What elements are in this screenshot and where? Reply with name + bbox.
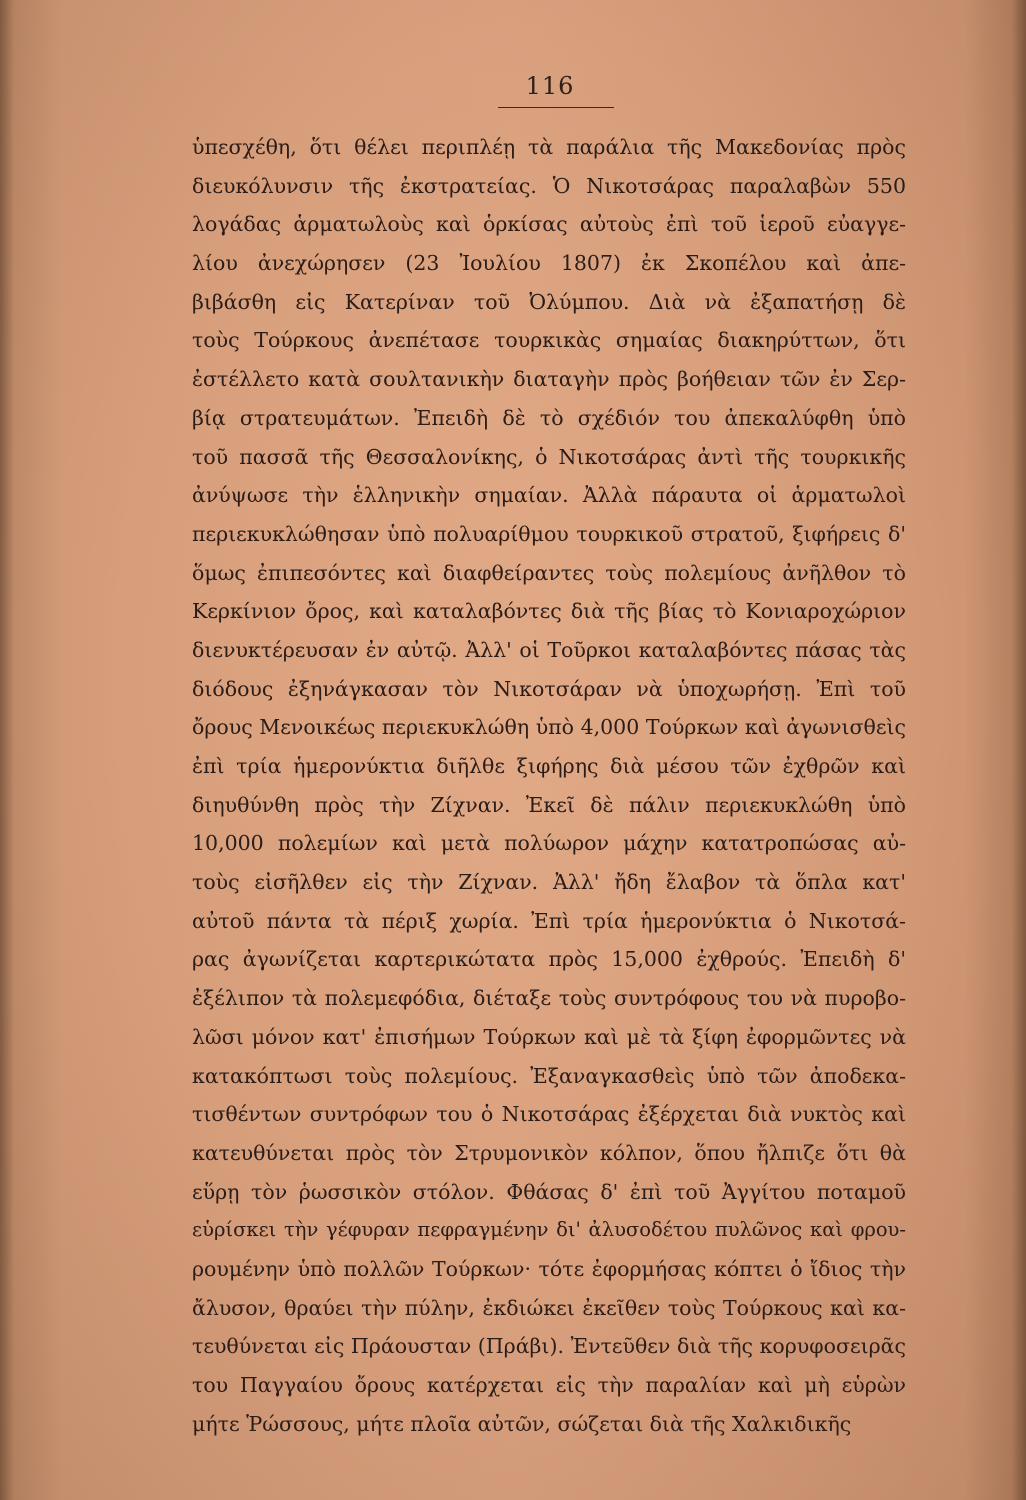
text-line: 10,000 πολεμίων καὶ μετὰ πολύωρον μάχην κατατροπώσας αὐ-: [192, 831, 906, 856]
text-line: βιβάσθη εἰς Κατερίναν τοῦ Ὀλύμπου. Διὰ νὰ ἐξαπατήσῃ δὲ: [192, 289, 906, 314]
text-line: λογάδας ἁρματωλοὺς καὶ ὁρκίσας αὐτοὺς ἐπὶ τοῦ ἱεροῦ εὐαγγε-: [192, 212, 906, 237]
text-line: διηυθύνθη πρὸς τὴν Ζίχναν. Ἐκεῖ δὲ πάλιν περιεκυκλώθη ὑπὸ: [192, 792, 906, 817]
text-line: εὕρῃ τὸν ῥωσσικὸν στόλον. Φθάσας δ' ἐπὶ τοῦ Ἀγγίτου ποταμοῦ: [192, 1179, 906, 1204]
text-line: κατακόπτωσι τοὺς πολεμίους. Ἐξαναγκασθεὶς ὑπὸ τῶν ἀποδεκα-: [192, 1063, 906, 1088]
text-line: κατευθύνεται πρὸς τὸν Στρυμονικὸν κόλπον, ὅπου ἤλπιζε ὅτι θὰ: [192, 1140, 906, 1165]
left-page-edge: [0, 0, 14, 1500]
page-number: 116: [525, 72, 575, 100]
text-line: διενυκτέρευσαν ἐν αὐτῷ. Ἀλλ' οἱ Τοῦρκοι καταλαβόντες πάσας τὰς: [192, 637, 906, 662]
text-line: ρουμένην ὑπὸ πολλῶν Τούρκων· τότε ἐφορμήσας κόπτει ὁ ἴδιος τὴν: [192, 1256, 906, 1281]
text-line: ἐστέλλετο κατὰ σουλτανικὴν διαταγὴν πρὸς βοήθειαν τῶν ἐν Σερ-: [192, 367, 906, 392]
text-line: βίᾳ στρατευμάτων. Ἐπειδὴ δὲ τὸ σχέδιόν του ἀπεκαλύφθη ὑπὸ: [192, 405, 906, 430]
text-line: λῶσι μόνον κατ' ἐπισήμων Τούρκων καὶ μὲ τὰ ξίφη ἐφορμῶντες νὰ: [192, 1024, 906, 1049]
text-line: ὄρους Μενοικέως περιεκυκλώθη ὑπὸ 4,000 Τούρκων καὶ ἀγωνισθεὶς: [192, 715, 906, 740]
text-line: ρας ἀγωνίζεται καρτερικώτατα πρὸς 15,000 ἐχθρούς. Ἐπειδὴ δ': [192, 947, 906, 972]
text-line: μήτε Ῥώσσους, μήτε πλοῖα αὐτῶν, σώζεται διὰ τῆς Χαλκιδικῆς: [192, 1411, 852, 1436]
text-line: εὑρίσκει τὴν γέφυραν πεφραγμένην δι' ἀλυσοδέτου πυλῶνος καὶ φρου-: [192, 1218, 906, 1242]
text-line: ἐπὶ τρία ἡμερονύκτια διῆλθε ξιφήρης διὰ μέσου τῶν ἐχθρῶν καὶ: [192, 754, 906, 778]
right-page-edge: [1012, 0, 1026, 1500]
text-line: διευκόλυνσιν τῆς ἐκστρατείας. Ὁ Νικοτσάρας παραλαβὼν 550: [192, 173, 906, 198]
text-line: ἐξέλιπον τὰ πολεμεφόδια, διέταξε τοὺς συντρόφους του νὰ πυροβο-: [192, 986, 906, 1011]
text-line: ὑπεσχέθη, ὅτι θέλει περιπλέῃ τὰ παράλια τῆς Μακεδονίας πρὸς: [192, 135, 906, 159]
text-line: περιεκυκλώθησαν ὑπὸ πολυαρίθμου τουρκικοῦ στρατοῦ, ξιφήρεις δ': [192, 521, 906, 546]
text-line: ἄλυσον, θραύει τὴν πύλην, ἐκδιώκει ἐκεῖθεν τοὺς Τούρκους καὶ κα-: [192, 1295, 906, 1320]
text-line: τισθέντων συντρόφων του ὁ Νικοτσάρας ἐξέρχεται διὰ νυκτὸς καὶ: [192, 1102, 906, 1127]
text-line: τευθύνεται εἰς Πράουσταν (Πράβι). Ἐντεῦθεν διὰ τῆς κορυφοσειρᾶς: [192, 1334, 906, 1359]
text-line: λίου ἀνεχώρησεν (23 Ἰουλίου 1807) ἐκ Σκοπέλου καὶ ἀπε-: [192, 251, 906, 276]
text-line: τοὺς Τούρκους ἀνεπέτασε τουρκικὰς σημαίας διακηρύττων, ὅτι: [192, 328, 906, 353]
text-line: του Παγγαίου ὄρους κατέρχεται εἰς τὴν παραλίαν καὶ μὴ εὑρὼν: [192, 1373, 906, 1397]
header-rule: [498, 107, 614, 108]
text-line: ἀνύψωσε τὴν ἑλληνικὴν σημαίαν. Ἀλλὰ πάραυτα οἱ ἁρματωλοὶ: [192, 483, 906, 508]
text-line: Κερκίνιον ὄρος, καὶ καταλαβόντες διὰ τῆς βίας τὸ Κονιαροχώριον: [192, 599, 906, 624]
text-line: αὐτοῦ πάντα τὰ πέριξ χωρία. Ἐπὶ τρία ἡμερονύκτια ὁ Νικοτσά-: [192, 908, 906, 933]
text-line: τοῦ πασσᾶ τῆς Θεσσαλονίκης, ὁ Νικοτσάρας ἀντὶ τῆς τουρκικῆς: [192, 444, 906, 469]
text-line: ὅμως ἐπιπεσόντες καὶ διαφθείραντες τοὺς πολεμίους ἀνῆλθον τὸ: [192, 560, 906, 585]
text-line: διόδους ἐξηνάγκασαν τὸν Νικοτσάραν νὰ ὑποχωρήσῃ. Ἐπὶ τοῦ: [192, 676, 906, 701]
text-line: τοὺς εἰσῆλθεν εἰς τὴν Ζίχναν. Ἀλλ' ἤδη ἔλαβον τὰ ὅπλα κατ': [192, 870, 906, 895]
body-text: [192, 128, 906, 1443]
